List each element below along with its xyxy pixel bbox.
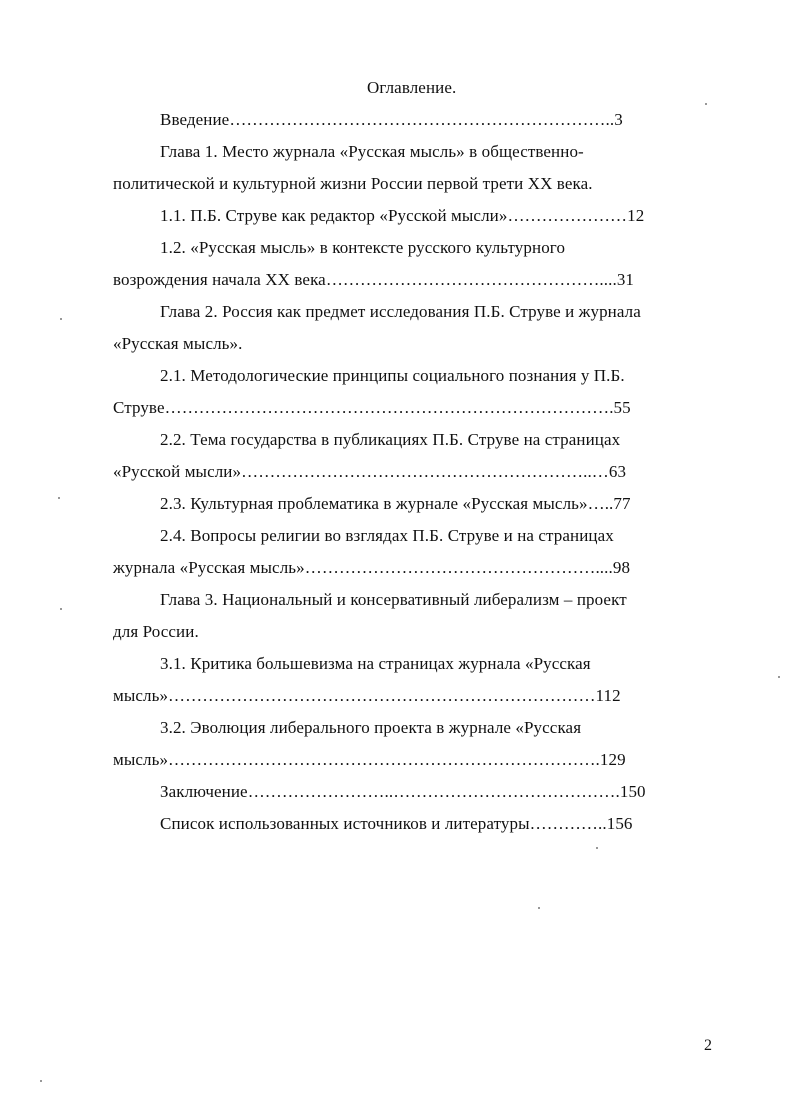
toc-chapter-3-line-2: для России. [113, 622, 199, 641]
page-number: 2 [704, 1037, 712, 1054]
scan-speck [58, 497, 60, 499]
toc-entry-2-4-line-2: журнала «Русская мысль»……………………………………………....98 [113, 558, 631, 577]
toc-entry-3-1-line-2: мысль»…………………………………………………………………112 [113, 686, 621, 705]
scan-speck [538, 907, 540, 909]
toc-entry-3-2-line-2: мысль»………………………………………………………………….129 [113, 750, 626, 769]
toc-chapter-2-line-2: «Русская мысль». [113, 334, 243, 353]
scan-speck [778, 676, 780, 678]
toc-entry-1-2-line-1: 1.2. «Русская мысль» в контексте русского культурного [160, 238, 566, 257]
toc-entry-2-3: 2.3. Культурная проблематика в журнале «Русская мысль»…..77 [160, 494, 631, 513]
toc-entry-2-2-line-2: «Русской мысли»……………………………………………………..…63 [113, 462, 627, 481]
toc-entry-2-4-line-1: 2.4. Вопросы религии во взглядах П.Б. Струве и на страницах [160, 526, 614, 545]
page-title: Оглавление. [367, 78, 457, 97]
toc-entry-conclusion: Заключение……………………..………………………………….150 [160, 782, 646, 801]
toc-entry-1-1: 1.1. П.Б. Струве как редактор «Русской мысли»…………………12 [160, 206, 645, 225]
scan-speck [705, 103, 707, 105]
scan-speck [60, 608, 62, 610]
toc-entry-2-1-line-1: 2.1. Методологические принципы социального познания у П.Б. [160, 366, 625, 385]
scan-speck [40, 1080, 42, 1082]
toc-entry-bibliography: Список использованных источников и литературы…………..156 [160, 814, 633, 833]
toc-entry-2-1-line-2: Струве…………………………………………………………………….55 [113, 398, 631, 417]
toc-entry-2-2-line-1: 2.2. Тема государства в публикациях П.Б. Струве на страницах [160, 430, 621, 449]
toc-entry-3-1-line-1: 3.1. Критика большевизма на страницах журнала «Русская [160, 654, 591, 673]
scan-speck [596, 847, 598, 849]
toc-entry-introduction: Введение…………………………………………………………..3 [160, 110, 623, 129]
toc-entry-3-2-line-1: 3.2. Эволюция либерального проекта в журнале «Русская [160, 718, 582, 737]
toc-chapter-2-line-1: Глава 2. Россия как предмет исследования П.Б. Струве и журнала [160, 302, 641, 321]
toc-chapter-3-line-1: Глава 3. Национальный и консервативный либерализм – проект [160, 590, 627, 609]
toc-chapter-1-line-1: Глава 1. Место журнала «Русская мысль» в общественно- [160, 142, 584, 161]
toc-chapter-1-line-2: политической и культурной жизни России первой трети XX века. [113, 174, 593, 193]
scan-speck [60, 318, 62, 320]
toc-entry-1-2-line-2: возрождения начала XX века…………………………………………....31 [113, 270, 635, 289]
